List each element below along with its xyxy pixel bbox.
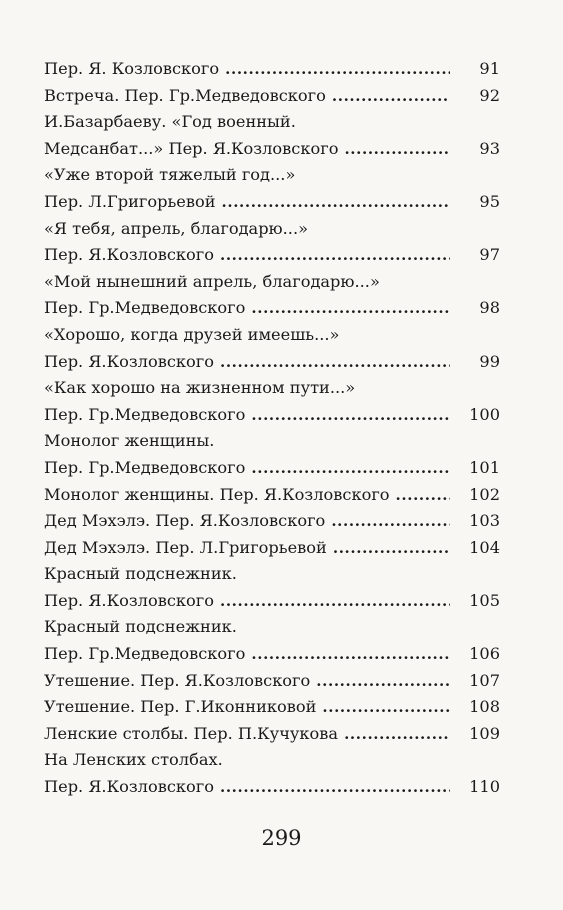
dot-leader (251, 295, 450, 322)
toc-entry-title: Красный подснежник. (44, 564, 237, 584)
toc-entry (44, 588, 500, 615)
toc-entry-title: Дед Мэхэлэ. Пер. Я.Козловского (44, 511, 326, 531)
toc-entry-title: И.Базарбаеву. «Год военный. (44, 112, 296, 132)
dot-leader (344, 136, 450, 163)
toc-entry (44, 56, 500, 83)
toc-entry-title: Пер. Я. Козловского (44, 59, 220, 78)
toc-entry-title: Пер. Гр.Медведовского (44, 298, 246, 318)
toc-entry (44, 109, 500, 136)
toc-entry-title: Монолог женщины. Пер. Я.Козловского (44, 484, 390, 504)
page-number: 299 (261, 826, 302, 850)
toc-entry-page: 97 (479, 245, 500, 265)
toc-entry (44, 428, 500, 455)
dot-leader (332, 83, 450, 110)
toc-entry (44, 561, 500, 588)
toc-entry-title: Монолог женщины. (44, 431, 215, 451)
toc-entry-page: 95 (479, 191, 500, 211)
dot-leader (220, 242, 450, 269)
toc-entry (44, 349, 500, 376)
toc-entry-page: 110 (469, 777, 500, 797)
toc-entry-title: Пер. Гр.Медведовского (44, 644, 246, 664)
toc-entry-page: 109 (469, 723, 500, 743)
toc-entry-page: 103 (469, 511, 500, 531)
toc-entry (44, 455, 500, 482)
dot-leader (220, 588, 450, 615)
toc-entry-page: 101 (469, 457, 500, 477)
toc-entry-title: «Я тебя, апрель, благодарю...» (44, 218, 308, 238)
toc-entry (44, 242, 500, 269)
dot-leader (322, 694, 450, 721)
toc-entry (44, 774, 500, 801)
toc-entry-title: «Как хорошо на жизненном пути...» (44, 378, 356, 398)
toc-entry (44, 747, 500, 774)
dot-leader (251, 641, 450, 668)
toc-entry-title: Ленские столбы. Пер. П.Кучукова (44, 723, 339, 743)
dot-leader (251, 402, 450, 429)
toc-entry (44, 189, 500, 216)
toc-entry-page: 102 (469, 484, 500, 504)
dot-leader (316, 668, 450, 695)
toc-entry (44, 721, 500, 748)
toc-entry-title: «Хорошо, когда друзей имеешь...» (44, 324, 340, 344)
toc-entry-page: 93 (479, 138, 500, 158)
toc-entry-title: Пер. Л.Григорьевой (44, 191, 216, 211)
toc-entry (44, 694, 500, 721)
toc-entry (44, 535, 500, 562)
toc-entry-title: Пер. Я.Козловского (44, 590, 214, 610)
toc-entry-title: «Мой нынешний апрель, благодарю...» (44, 271, 380, 291)
toc-entry-title: Медсанбат...» Пер. Я.Козловского (44, 138, 339, 158)
dot-leader (222, 189, 450, 216)
toc-entry (44, 668, 500, 695)
toc-entry (44, 83, 500, 110)
toc-entry-title: Встреча. Пер. Гр.Медведовского (44, 85, 326, 105)
toc-entry (44, 136, 500, 163)
toc-entry-page: 106 (469, 644, 500, 664)
dot-leader (225, 56, 450, 83)
toc-entry-title: Красный подснежник. (44, 617, 237, 637)
toc-entry (44, 641, 500, 668)
dot-leader (220, 349, 450, 376)
toc-entry (44, 508, 500, 535)
dot-leader (344, 721, 450, 748)
dot-leader (251, 455, 450, 482)
dot-leader (333, 535, 450, 562)
toc-entry-page: 107 (469, 670, 500, 690)
toc-entry-title: Дед Мэхэлэ. Пер. Л.Григорьевой (44, 537, 327, 557)
toc-entry (44, 402, 500, 429)
toc-entry-page: 100 (469, 404, 500, 424)
toc-entry-title: Пер. Гр.Медведовского (44, 404, 246, 424)
dot-leader (396, 482, 450, 509)
table-of-contents (44, 56, 500, 801)
toc-entry-title: На Ленских столбах. (44, 750, 223, 770)
toc-entry-page: 104 (469, 537, 500, 557)
toc-entry-page: 91 (479, 59, 500, 78)
toc-entry (44, 614, 500, 641)
toc-entry-title: Пер. Я.Козловского (44, 351, 214, 371)
toc-entry-title: Пер. Я.Козловского (44, 777, 214, 797)
toc-entry (44, 375, 500, 402)
toc-entry (44, 269, 500, 296)
toc-entry-page: 98 (479, 298, 500, 318)
toc-entry-title: Утешение. Пер. Я.Козловского (44, 670, 311, 690)
toc-entry (44, 162, 500, 189)
toc-entry-title: Пер. Гр.Медведовского (44, 457, 246, 477)
toc-entry (44, 295, 500, 322)
toc-entry (44, 216, 500, 243)
toc-entry-page: 92 (479, 85, 500, 105)
toc-entry-title: «Уже второй тяжелый год...» (44, 165, 296, 185)
toc-entry-title: Пер. Я.Козловского (44, 245, 214, 265)
dot-leader (220, 774, 450, 801)
toc-entry (44, 322, 500, 349)
toc-entry (44, 482, 500, 509)
toc-entry-title: Утешение. Пер. Г.Иконниковой (44, 697, 317, 717)
toc-entry-page: 99 (479, 351, 500, 371)
toc-entry-page: 108 (469, 697, 500, 717)
toc-entry-page: 105 (469, 590, 500, 610)
dot-leader (331, 508, 450, 535)
